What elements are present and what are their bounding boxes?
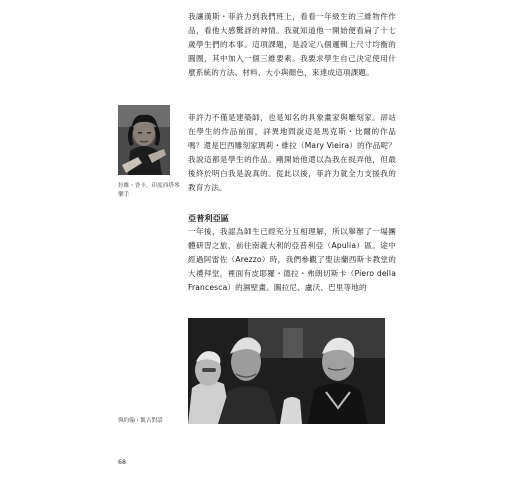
page-number: 68 <box>118 459 127 466</box>
group-photo <box>188 318 385 424</box>
group-caption: 與約翰・凱吉對話 <box>118 418 163 424</box>
group-photo-image <box>188 318 385 424</box>
body-paragraph-2: 菲許力不僅是建築師，也是知名的具象畫家與雕刻家。卻站在學生的作品前面，詳異地問說這是馬克斯・比爾的作品嗎？還是巴西雕刻家瑪莉・維拉（Mary Vieira）的作品呢？我說這都是學生的作品。剛開始他還以為我在捉弄他，但最後終於明白我是說真的。從此以後，菲許力就全力支援我的教育方法。 <box>188 113 396 193</box>
section-heading: 亞普利亞區 <box>188 213 229 223</box>
portrait-photo <box>118 105 170 175</box>
body-paragraph-1: 我讓漢斯・菲許力到我們班上，看看一年級生的三維物件作品，看他大感驚訝的神情。我就知道他一開始便看扁了十七歲學生們的本事。這項課題，是設定八個邏輯上尺寸均衡的圓圈，其中加入一個三維要素。我要求學生自己決定使用什麼系統的方法、材料、大小與顏色，來達成這項課題。 <box>188 12 396 78</box>
portrait-photo-image <box>118 105 170 175</box>
body-paragraph-3: 一年後，我認為師生已經充分互相理解，所以舉辦了一場團體研習之旅，前往南義大利的亞普利亞（Apulia）區。途中經過阿雷佐（Arezzo）時，我們參觀了聖法蘭西斯卡教堂的大禮拜堂，裡面有皮耶羅・德拉・弗朗切斯卡（Piero della Francesca）的濕壁畫。圖拉尼、盧沃、巴里等地的 <box>188 227 396 293</box>
portrait-caption: 拉維・香卡，印度西塔琴樂手 <box>118 183 180 198</box>
